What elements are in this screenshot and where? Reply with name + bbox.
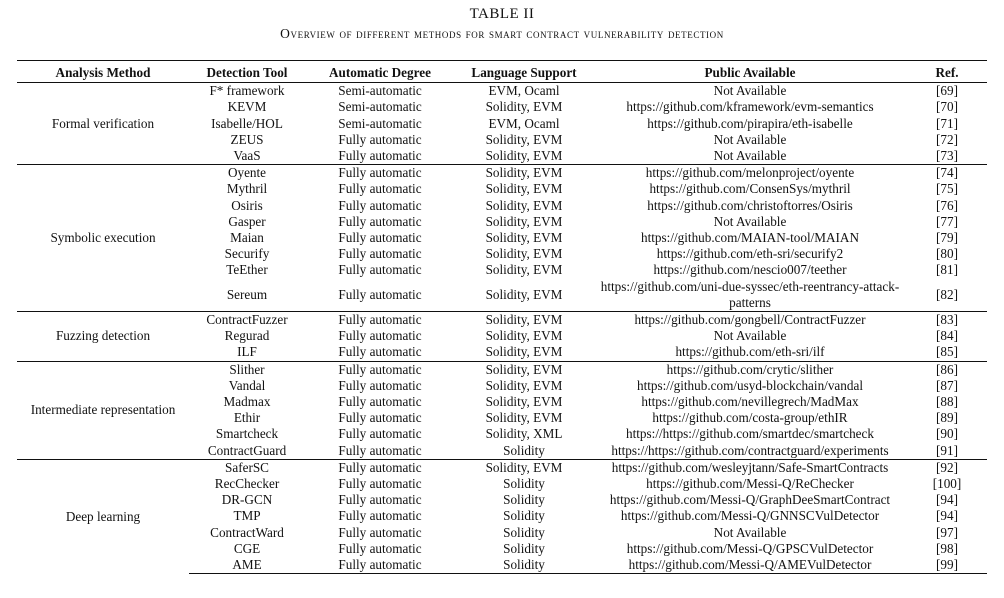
language-support-cell: Solidity, EVM: [455, 312, 593, 329]
public-available-cell: Not Available: [713, 328, 787, 344]
tool-cell: ZEUS: [230, 131, 264, 147]
tool-cell: SaferSC: [189, 459, 305, 476]
public-available-cell: https://github.com/Messi-Q/GPSCVulDetector: [626, 540, 874, 556]
language-support-cell: Solidity, EVM: [485, 181, 563, 197]
automatic-degree-cell: Fully automatic: [338, 540, 422, 556]
automatic-degree-cell: Fully automatic: [338, 524, 422, 540]
automatic-degree-cell: Fully automatic: [338, 131, 422, 147]
table-row: [17, 83, 987, 100]
language-support-cell: Solidity, EVM: [485, 328, 563, 344]
tool-cell: Ethir: [233, 410, 261, 426]
table-body: [17, 83, 987, 165]
automatic-degree-cell: Fully automatic: [338, 148, 422, 164]
ref-cell: [91]: [936, 442, 958, 458]
header-automatic-degree: Automatic Degree: [305, 61, 455, 83]
public-available-cell: https://github.com/crytic/slither: [593, 361, 907, 378]
public-available-cell: https://https://github.com/smartdec/smartcheck: [626, 426, 874, 442]
analysis-method-cell: Symbolic execution: [17, 165, 189, 312]
public-available-cell: https://github.com/ConsenSys/mythril: [649, 181, 851, 197]
ref-cell: [81]: [936, 262, 958, 278]
tool-cell: TeEther: [226, 262, 268, 278]
table-body: [17, 165, 987, 312]
automatic-degree-cell: Fully automatic: [338, 410, 422, 426]
ref-cell: [83]: [907, 312, 987, 329]
ref-cell: [94]: [936, 508, 958, 524]
automatic-degree-cell: Fully automatic: [338, 213, 422, 229]
tool-cell: ContractFuzzer: [189, 312, 305, 329]
header-language-support: Language Support: [455, 61, 593, 83]
automatic-degree-cell: Fully automatic: [338, 328, 422, 344]
public-available-cell: https://github.com/Messi-Q/ReChecker: [646, 476, 854, 492]
tool-cell: ContractGuard: [207, 442, 287, 458]
ref-cell: [88]: [936, 394, 958, 410]
ref-cell: [77]: [936, 213, 958, 229]
tool-cell: DR-GCN: [221, 492, 273, 508]
ref-cell: [82]: [936, 286, 958, 302]
tool-cell: Gasper: [228, 213, 266, 229]
language-support-cell: Solidity, EVM: [485, 131, 563, 147]
header-ref: Ref.: [907, 61, 987, 83]
table-body: [17, 459, 987, 573]
language-support-cell: Solidity, EVM: [485, 262, 563, 278]
tool-cell: Regurad: [224, 328, 270, 344]
public-available-cell: https://github.com/eth-sri/securify2: [656, 246, 844, 262]
ref-cell: [69]: [907, 83, 987, 100]
language-support-cell: Solidity, EVM: [485, 197, 563, 213]
language-support-cell: Solidity, EVM: [485, 213, 563, 229]
automatic-degree-cell: Fully automatic: [338, 197, 422, 213]
automatic-degree-cell: Fully automatic: [338, 246, 422, 262]
public-available-cell: Not Available: [593, 83, 907, 100]
language-support-cell: Solidity: [503, 508, 545, 524]
automatic-degree-cell: Fully automatic: [338, 377, 422, 393]
tool-cell: Oyente: [189, 165, 305, 182]
language-support-cell: Solidity, EVM: [485, 394, 563, 410]
language-support-cell: Solidity, EVM: [485, 344, 563, 360]
language-support-cell: Solidity: [503, 524, 545, 540]
ref-cell: [74]: [907, 165, 987, 182]
ref-cell: [86]: [907, 361, 987, 378]
language-support-cell: Solidity: [503, 442, 545, 458]
tool-cell: Madmax: [223, 394, 271, 410]
language-support-cell: Solidity, EVM: [455, 459, 593, 476]
language-support-cell: Solidity: [503, 492, 545, 508]
ref-cell: [85]: [936, 344, 958, 360]
ref-cell: [84]: [936, 328, 958, 344]
table-body: [17, 312, 987, 362]
automatic-degree-cell: Fully automatic: [338, 230, 422, 246]
automatic-degree-cell: Semi-automatic: [338, 99, 422, 115]
header-public-available: Public Available: [593, 61, 907, 83]
tool-cell: Osiris: [231, 197, 263, 213]
automatic-degree-cell: Fully automatic: [338, 286, 422, 302]
ref-cell: [76]: [936, 197, 958, 213]
public-available-cell: Not Available: [713, 131, 787, 147]
public-available-cell: https://https://github.com/contractguard/experiments: [611, 442, 889, 458]
tool-cell: CGE: [233, 540, 261, 556]
ref-cell: [92]: [907, 459, 987, 476]
tool-cell: TMP: [233, 508, 261, 524]
header-detection-tool: Detection Tool: [189, 61, 305, 83]
automatic-degree-cell: Fully automatic: [338, 181, 422, 197]
language-support-cell: Solidity, EVM: [485, 230, 563, 246]
automatic-degree-cell: Fully automatic: [338, 394, 422, 410]
tool-cell: ContractWard: [210, 524, 284, 540]
table-row: [17, 361, 987, 378]
tool-cell: Smartcheck: [215, 426, 279, 442]
tool-cell: ILF: [237, 344, 257, 360]
tool-cell: Securify: [224, 246, 270, 262]
analysis-method-cell: Formal verification: [17, 83, 189, 165]
table-row: [17, 459, 987, 476]
analysis-method-cell: Deep learning: [17, 459, 189, 573]
language-support-cell: EVM, Ocaml: [488, 115, 560, 131]
public-available-cell: https://github.com/uni-due-syssec/eth-reentrancy-attack-patterns: [600, 278, 900, 310]
header-row: [17, 61, 987, 83]
automatic-degree-cell: Fully automatic: [338, 508, 422, 524]
ref-cell: [87]: [936, 377, 958, 393]
automatic-degree-cell: Fully automatic: [338, 442, 422, 458]
ref-cell: [89]: [936, 410, 958, 426]
ref-cell: [75]: [936, 181, 958, 197]
ref-cell: [97]: [936, 524, 958, 540]
public-available-cell: https://github.com/nescio007/teether: [653, 262, 847, 278]
language-support-cell: Solidity: [503, 476, 545, 492]
ref-cell: [80]: [936, 246, 958, 262]
public-available-cell: https://github.com/gongbell/ContractFuzzer: [593, 312, 907, 329]
analysis-method-cell: Fuzzing detection: [17, 312, 189, 362]
header-analysis-method: Analysis Method: [17, 61, 189, 83]
public-available-cell: https://github.com/costa-group/ethIR: [652, 410, 848, 426]
language-support-cell: Solidity, XML: [485, 426, 563, 442]
public-available-cell: https://github.com/pirapira/eth-isabelle: [647, 115, 853, 131]
automatic-degree-cell: Fully automatic: [305, 459, 455, 476]
public-available-cell: https://github.com/Messi-Q/GNNSCVulDetector: [620, 508, 880, 524]
analysis-method-cell: Intermediate representation: [17, 361, 189, 459]
ref-cell: [99]: [907, 557, 987, 574]
public-available-cell: https://github.com/Messi-Q/AMEVulDetector: [593, 557, 907, 574]
public-available-cell: https://github.com/MAIAN-tool/MAIAN: [641, 230, 859, 246]
automatic-degree-cell: Fully automatic: [338, 344, 422, 360]
table-body: [17, 361, 987, 459]
language-support-cell: Solidity, EVM: [485, 410, 563, 426]
table-title: Overview of different methods for smart contract vulnerability detection: [280, 26, 724, 41]
automatic-degree-cell: Semi-automatic: [338, 115, 422, 131]
public-available-cell: https://github.com/Messi-Q/GraphDeeSmartContract: [609, 492, 891, 508]
public-available-cell: https://github.com/kframework/evm-semantics: [626, 99, 874, 115]
public-available-cell: https://github.com/wesleyjtann/Safe-SmartContracts: [593, 459, 907, 476]
tool-cell: RecChecker: [214, 476, 280, 492]
ref-cell: [98]: [936, 540, 958, 556]
public-available-cell: Not Available: [713, 524, 787, 540]
public-available-cell: Not Available: [713, 148, 787, 164]
ref-cell: [100]: [932, 476, 962, 492]
tool-cell: Mythril: [226, 181, 268, 197]
public-available-cell: https://github.com/christoftorres/Osiris: [647, 197, 853, 213]
ref-cell: [90]: [936, 426, 958, 442]
language-support-cell: Solidity, EVM: [485, 99, 563, 115]
tool-cell: Sereum: [226, 286, 268, 302]
automatic-degree-cell: Fully automatic: [338, 476, 422, 492]
ref-cell: [73]: [936, 148, 958, 164]
language-support-cell: Solidity: [455, 557, 593, 574]
language-support-cell: Solidity, EVM: [485, 377, 563, 393]
tool-cell: VaaS: [233, 148, 261, 164]
automatic-degree-cell: Fully automatic: [338, 262, 422, 278]
table-row: [17, 165, 987, 182]
ref-cell: [72]: [936, 131, 958, 147]
language-support-cell: EVM, Ocaml: [455, 83, 593, 100]
language-support-cell: Solidity, EVM: [485, 148, 563, 164]
automatic-degree-cell: Fully automatic: [305, 165, 455, 182]
language-support-cell: Solidity: [503, 540, 545, 556]
automatic-degree-cell: Fully automatic: [305, 312, 455, 329]
public-available-cell: https://github.com/usyd-blockchain/vandal: [637, 377, 863, 393]
ref-cell: [71]: [936, 115, 958, 131]
automatic-degree-cell: Fully automatic: [305, 361, 455, 378]
public-available-cell: Not Available: [713, 213, 787, 229]
table-row: [17, 312, 987, 329]
tool-cell: Isabelle/HOL: [211, 115, 283, 131]
tool-cell: F* framework: [189, 83, 305, 100]
tool-cell: Maian: [230, 230, 264, 246]
tool-cell: Slither: [189, 361, 305, 378]
automatic-degree-cell: Fully automatic: [338, 426, 422, 442]
automatic-degree-cell: Fully automatic: [305, 557, 455, 574]
public-available-cell: https://github.com/melonproject/oyente: [593, 165, 907, 182]
automatic-degree-cell: Semi-automatic: [305, 83, 455, 100]
automatic-degree-cell: Fully automatic: [338, 492, 422, 508]
tool-cell: KEVM: [227, 99, 267, 115]
tool-cell: AME: [189, 557, 305, 574]
language-support-cell: Solidity, EVM: [485, 246, 563, 262]
language-support-cell: Solidity, EVM: [455, 361, 593, 378]
public-available-cell: https://github.com/eth-sri/ilf: [675, 344, 825, 360]
ref-cell: [94]: [936, 492, 958, 508]
language-support-cell: Solidity, EVM: [455, 165, 593, 182]
methods-table: [17, 60, 987, 574]
ref-cell: [79]: [936, 230, 958, 246]
language-support-cell: Solidity, EVM: [485, 286, 563, 302]
table-label: TABLE II: [469, 6, 535, 22]
public-available-cell: https://github.com/nevillegrech/MadMax: [641, 394, 859, 410]
ref-cell: [70]: [936, 99, 958, 115]
tool-cell: Vandal: [228, 377, 266, 393]
